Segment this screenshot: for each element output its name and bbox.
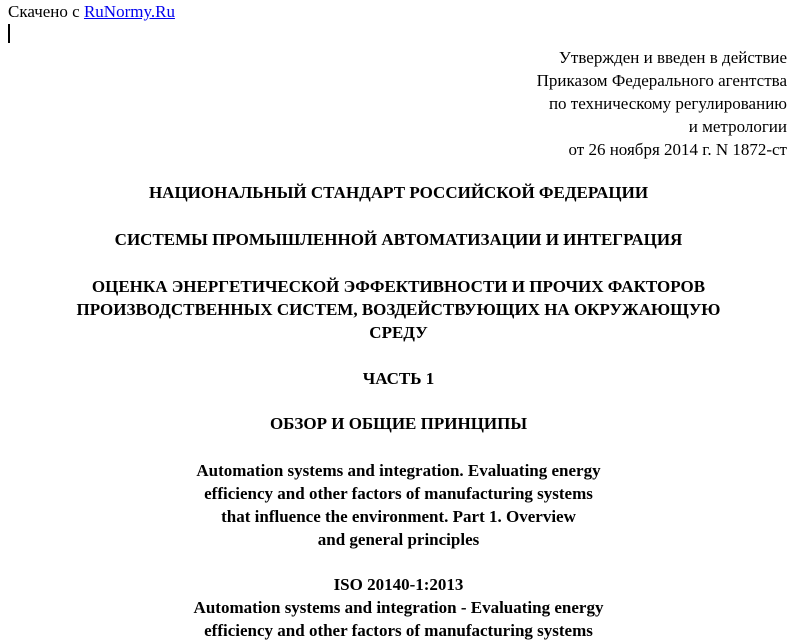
national-standard-heading: НАЦИОНАЛЬНЫЙ СТАНДАРТ РОССИЙСКОЙ ФЕДЕРАЦИИ: [148, 183, 649, 202]
approval-line: и метрологии: [688, 117, 787, 136]
approval-block: [537, 46, 787, 161]
english-title-line: Automation systems and integration. Evaluating energy: [196, 461, 601, 480]
iso-title-line: efficiency and other factors of manufacturing systems: [204, 621, 593, 640]
text-cursor: [8, 24, 10, 43]
download-notice: [8, 2, 175, 22]
series-title: СИСТЕМЫ ПРОМЫШЛЕННОЙ АВТОМАТИЗАЦИИ И ИНТЕГРАЦИЯ: [114, 230, 683, 249]
part-title: ОБЗОР И ОБЩИЕ ПРИНЦИПЫ: [269, 414, 528, 433]
main-title: [0, 275, 790, 344]
approval-line: Приказом Федерального агентства: [536, 71, 787, 90]
iso-number: ISO 20140-1:2013: [333, 575, 464, 594]
download-notice-prefix: Скачено с: [8, 2, 80, 21]
main-title-line: ПРОИЗВОДСТВЕННЫХ СИСТЕМ, ВОЗДЕЙСТВУЮЩИХ НА ОКРУЖАЮЩУЮ: [76, 300, 721, 319]
english-title-line: and general principles: [317, 530, 480, 549]
part-number: ЧАСТЬ 1: [362, 369, 435, 388]
main-title-line: СРЕДУ: [369, 323, 428, 342]
english-title-line: that influence the environment. Part 1. Overview: [221, 507, 576, 526]
english-title: [0, 459, 790, 551]
runormy-link[interactable]: RuNormy.Ru: [83, 2, 175, 21]
main-title-line: ОЦЕНКА ЭНЕРГЕТИЧЕСКОЙ ЭФФЕКТИВНОСТИ И ПРОЧИХ ФАКТОРОВ: [91, 277, 706, 296]
iso-reference: [0, 573, 790, 642]
approval-line: по техническому регулированию: [548, 94, 787, 113]
iso-title-line: Automation systems and integration - Evaluating energy: [193, 598, 604, 617]
approval-line: Утвержден и введен в действие: [558, 48, 787, 67]
approval-line: от 26 ноября 2014 г. N 1872-ст: [568, 140, 787, 159]
english-title-line: efficiency and other factors of manufacturing systems: [204, 484, 593, 503]
